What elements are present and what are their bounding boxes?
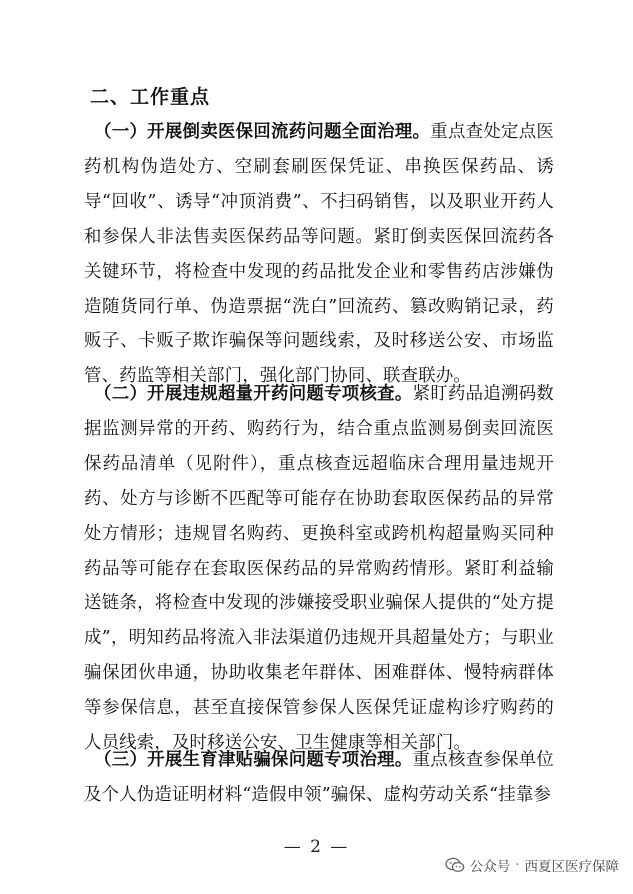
- watermark-label: 公众号: [469, 859, 511, 875]
- watermark-account-name: 西夏区医疗保障: [524, 859, 619, 875]
- section-heading: 二、工作重点: [90, 86, 211, 108]
- paragraph-3-lead: （三）开展生育津贴骗保问题专项治理。: [94, 750, 413, 770]
- watermark-separator: ·: [515, 857, 520, 873]
- paragraph-3: [84, 743, 554, 813]
- wechat-icon: [445, 857, 465, 873]
- watermark: [445, 855, 619, 875]
- paragraph-1-body: 重点查处定点医药机构伪造处方、空刷套刷医保凭证、串换医保药品、诱导“回收”、诱导“冲顶消费”、不扫码销售，以及职业开药人和参保人非法售卖医保药品等问题。紧盯倒卖医保回流药各关键环节，将检查中发现的药品批发企业和零售药店涉嫌伪造随货同行单、伪造票据“洗白”回流药、篡改购销记录，药贩子、卡贩子欺诈骗保等问题线索，及时移送公安、市场监管、药监等相关部门，强化部门协同、联查联办。: [84, 122, 554, 387]
- paragraph-1-lead: （一）开展倒卖医保回流药问题全面治理。: [94, 122, 431, 142]
- paragraph-2-body: 紧盯药品追溯码数据监测异常的开药、购药行为，结合重点监测易倒卖回流医保药品清单（见附件），重点核查远超临床合理用量违规开药、处方与诊断不匹配等可能存在协助套取医保药品的异常处方情形；违规冒名购药、更换科室或跨机构超量购买同种药品等可能存在套取医保药品的异常购药情形。紧盯利益输送链条，将检查中发现的涉嫌接受职业骗保人提供的“处方提成”，明知药品将流入非法渠道仍违规开具超量处方；与职业骗保团伙串通，协助收集老年群体、困难群体、慢特病群体等参保信息，甚至直接保管参保人医保凭证虚构诊疗购药的人员线索，及时移送公安、卫生健康等相关部门。: [84, 384, 554, 754]
- paragraph-2-lead: （二）开展违规超量开药问题专项核查。: [94, 384, 413, 404]
- paragraph-3-body: 重点核查参保单位及个人伪造证明材料“造假申领”骗保、虚构劳动关系“挂靠参: [84, 750, 554, 805]
- page-number: — 2 —: [283, 837, 350, 857]
- paragraph-2: [84, 377, 554, 761]
- paragraph-1: [84, 115, 554, 394]
